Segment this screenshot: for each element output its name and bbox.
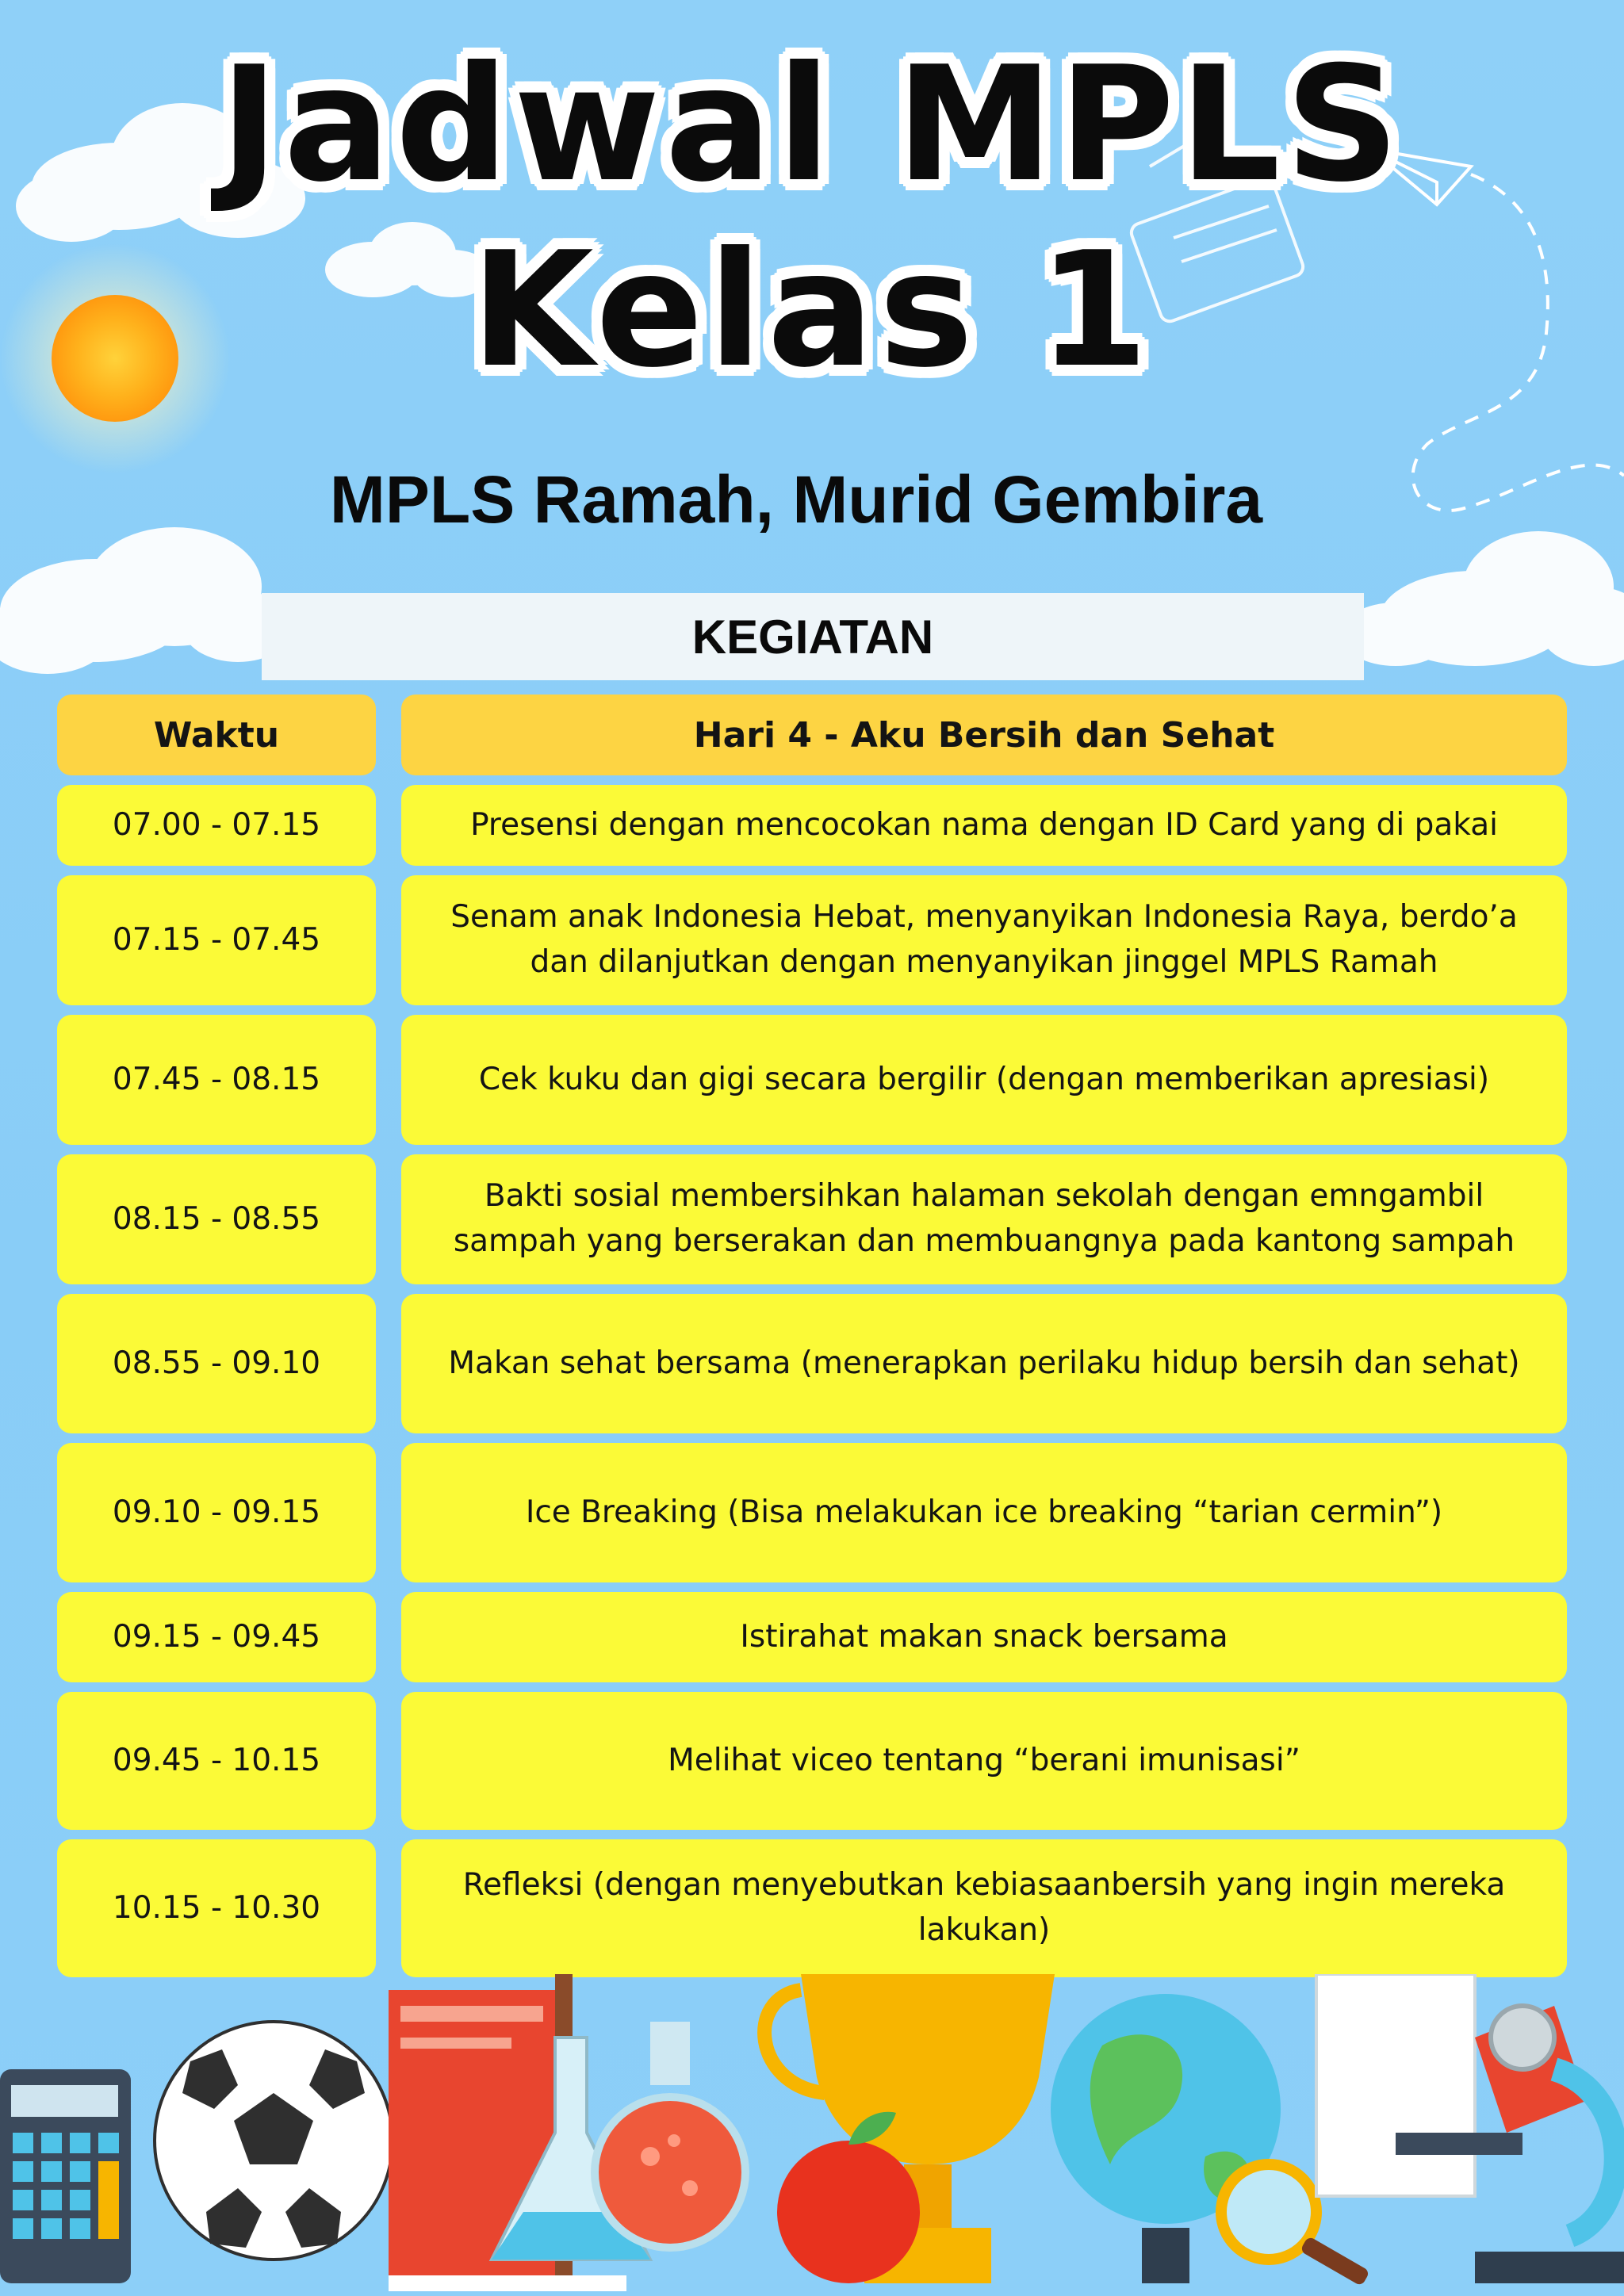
title-line-1: Jadwal MPLS <box>220 33 1404 217</box>
school-supplies-illustration <box>0 1974 1624 2296</box>
section-label: KEGIATAN <box>691 610 934 664</box>
header-activity: Hari 4 - Aku Bersih dan Sehat <box>401 695 1567 775</box>
row-time: 09.10 - 09.15 <box>57 1443 376 1582</box>
title-line-2: Kelas 1 <box>470 218 1154 403</box>
row-time: 09.15 - 09.45 <box>57 1592 376 1682</box>
row-activity: Refleksi (dengan menyebutkan kebiasaanbersih yang ingin mereka lakukan) <box>401 1839 1567 1977</box>
microscope-icon <box>1316 1974 1624 2283</box>
row-activity: Makan sehat bersama (menerapkan perilaku hidup bersih dan sehat) <box>401 1294 1567 1433</box>
row-time: 08.55 - 09.10 <box>57 1294 376 1433</box>
calculator-icon <box>0 2069 131 2283</box>
row-activity: Melihat viceo tentang “berani imunisasi” <box>401 1692 1567 1830</box>
row-time: 07.00 - 07.15 <box>57 785 376 866</box>
row-activity: Ice Breaking (Bisa melakukan ice breaking “tarian cermin”) <box>401 1443 1567 1582</box>
row-activity: Senam anak Indonesia Hebat, menyanyikan Indonesia Raya, berdo’a dan dilanjutkan dengan menyanyikan jinggel MPLS Ramah <box>401 875 1567 1005</box>
row-time: 10.15 - 10.30 <box>57 1839 376 1977</box>
row-activity: Presensi dengan mencocokan nama dengan ID Card yang di pakai <box>401 785 1567 866</box>
soccer-ball-icon <box>155 2022 393 2260</box>
row-time: 09.45 - 10.15 <box>57 1692 376 1830</box>
row-activity: Cek kuku dan gigi secara bergilir (dengan memberikan apresiasi) <box>401 1015 1567 1145</box>
row-time: 07.15 - 07.45 <box>57 875 376 1005</box>
header-time: Waktu <box>57 695 376 775</box>
subtitle: MPLS Ramah, Murid Gembira <box>329 462 1263 537</box>
row-activity: Bakti sosial membersihkan halaman sekolah dengan emngambil sampah yang berserakan dan membuangnya pada kantong sampah <box>401 1154 1567 1284</box>
section-banner <box>262 593 1364 680</box>
row-time: 08.15 - 08.55 <box>57 1154 376 1284</box>
row-time: 07.45 - 08.15 <box>57 1015 376 1145</box>
row-activity: Istirahat makan snack bersama <box>401 1592 1567 1682</box>
